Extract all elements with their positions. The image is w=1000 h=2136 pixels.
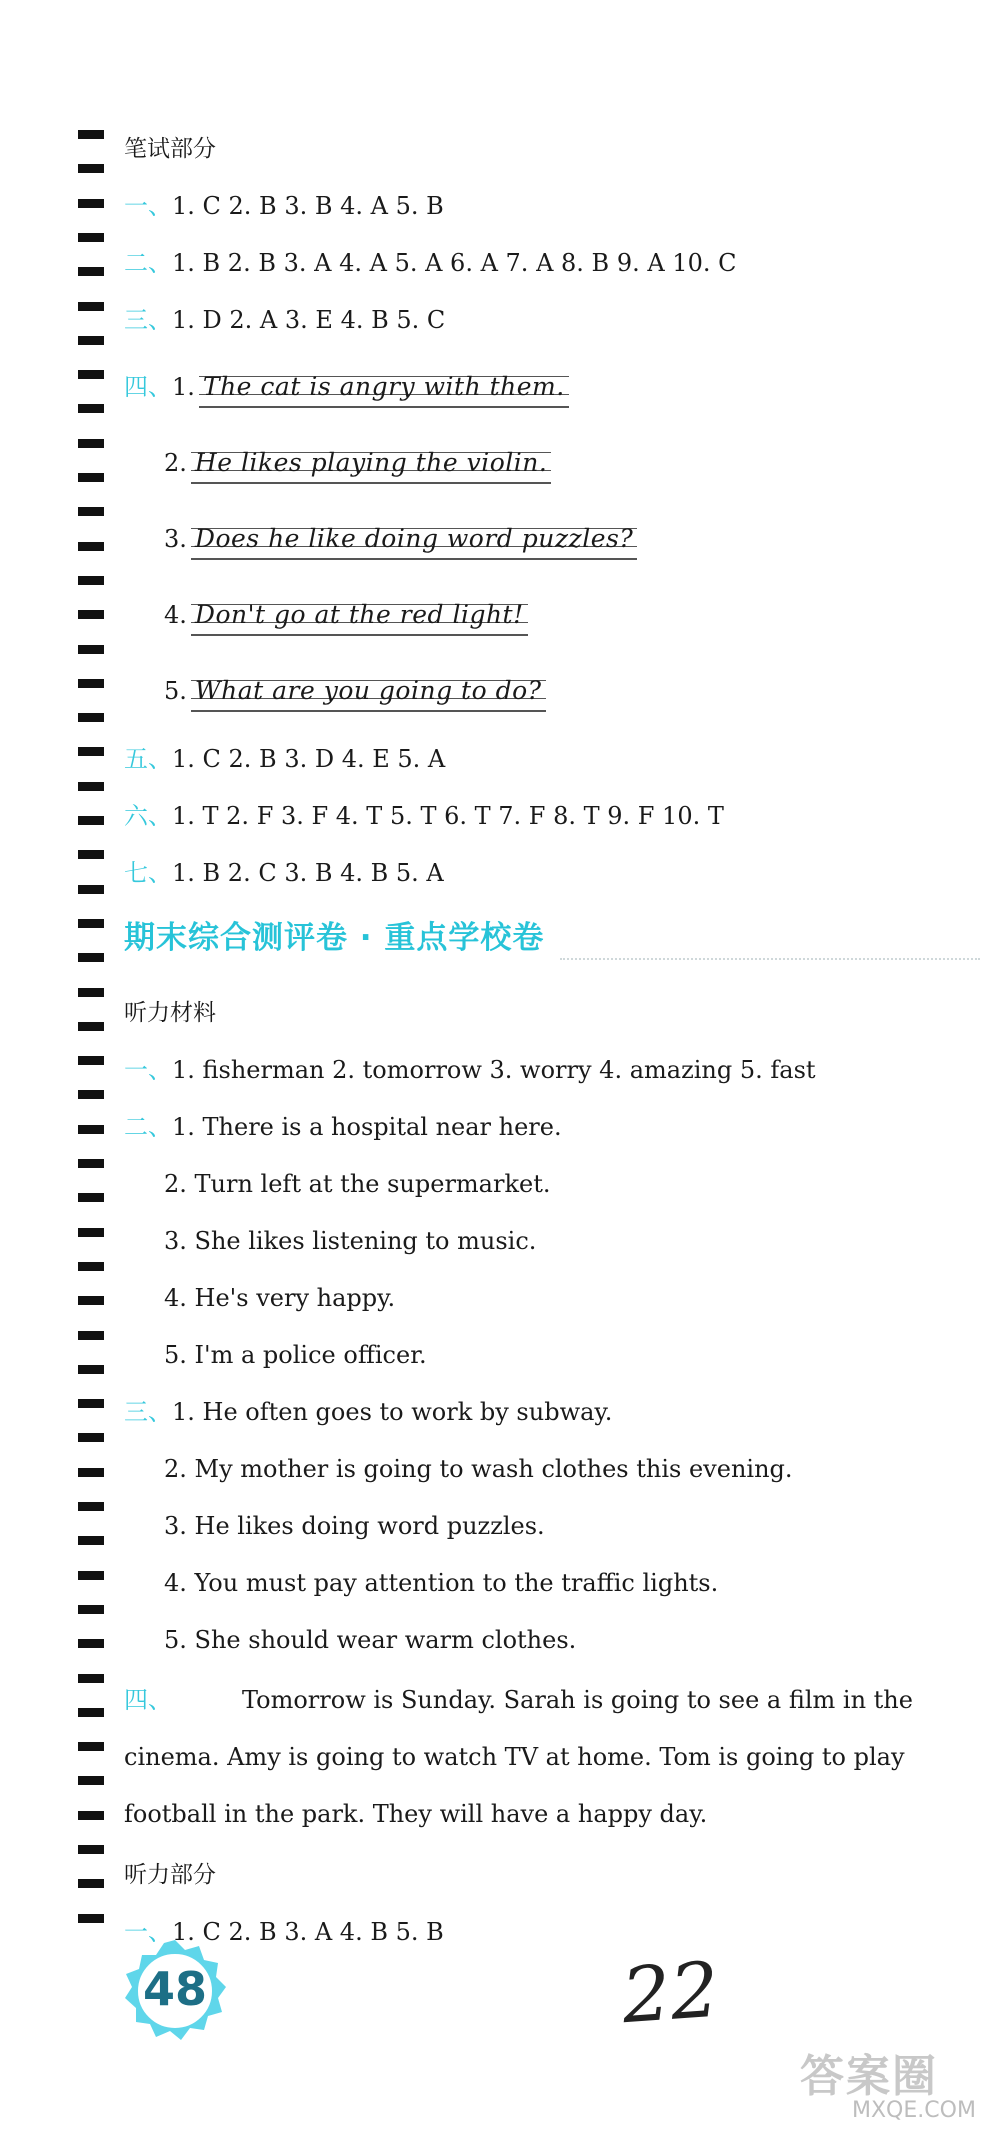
handwritten-answer: Does he like doing word puzzles? [191, 524, 637, 560]
written-part7 [124, 858, 444, 888]
part-tag: 六、 [124, 802, 172, 830]
handwritten-answer: What are you going to do? [191, 676, 546, 712]
binding-mark [78, 885, 104, 894]
answer-text: 1. D 2. A 3. E 4. B 5. C [172, 306, 446, 334]
binding-mark [78, 130, 104, 139]
passage-text: Tomorrow is Sunday. Sarah is going to see a film in the cinema. Amy is going to watch TV at home. Tom is going to play football in the park. They will have a happy day. [124, 1686, 913, 1828]
binding-mark [78, 1674, 104, 1683]
binding-mark [78, 1296, 104, 1305]
part-tag: 一、 [124, 1056, 172, 1084]
binding-mark [78, 1571, 104, 1580]
binding-mark [78, 1742, 104, 1751]
watermark-url: MXQE.COM [852, 2098, 976, 2123]
binding-mark [78, 1845, 104, 1854]
binding-mark [78, 1468, 104, 1477]
binding-mark [78, 1536, 104, 1545]
binding-mark [78, 850, 104, 859]
part-tag: 二、 [124, 249, 172, 277]
binding-mark [78, 713, 104, 722]
binding-mark [78, 1708, 104, 1717]
binding-mark [78, 1228, 104, 1237]
answer-text: 1. B 2. C 3. B 4. B 5. A [172, 859, 444, 887]
listening-part3-line3: 3. He likes doing word puzzles. [164, 1512, 545, 1540]
binding-mark [78, 1879, 104, 1888]
listening-part3-line1 [124, 1397, 612, 1427]
part-tag: 二、 [124, 1113, 172, 1141]
binding-mark [78, 473, 104, 482]
binding-mark [78, 267, 104, 276]
binding-mark [78, 988, 104, 997]
handwritten-answer: The cat is angry with them. [199, 372, 569, 408]
item-number: 1. [172, 373, 195, 401]
sentence: 1. There is a hospital near here. [172, 1113, 562, 1141]
listening-part2-line4: 4. He's very happy. [164, 1284, 396, 1312]
binding-mark [78, 645, 104, 654]
listening-part2-line3: 3. She likes listening to music. [164, 1227, 537, 1255]
part-tag: 三、 [124, 1398, 172, 1426]
binding-mark [78, 1056, 104, 1065]
title-dotted-rule [560, 958, 980, 960]
binding-mark [78, 233, 104, 242]
binding-mark [78, 1399, 104, 1408]
binding-mark [78, 439, 104, 448]
binding-mark [78, 1365, 104, 1374]
part-tag: 四、 [124, 373, 172, 401]
written-part4-item3 [164, 524, 637, 560]
written-part4-item2 [164, 448, 551, 484]
listening-part3-line5: 5. She should wear warm clothes. [164, 1626, 577, 1654]
listening-section-heading: 听力部分 [124, 1862, 216, 1888]
listening-part3-line2: 2. My mother is going to wash clothes this evening. [164, 1455, 793, 1483]
binding-mark [78, 1022, 104, 1031]
written-part4-item4 [164, 600, 528, 636]
binding-mark [78, 610, 104, 619]
listening-part2-line2: 2. Turn left at the supermarket. [164, 1170, 551, 1198]
binding-mark [78, 953, 104, 962]
binding-mark [78, 1605, 104, 1614]
binding-mark [78, 370, 104, 379]
answer-text: 1. T 2. F 3. F 4. T 5. T 6. T 7. F 8. T 9. F 10. T [172, 802, 724, 830]
binding-mark [78, 542, 104, 551]
binding-mark [78, 1639, 104, 1648]
part-tag: 七、 [124, 859, 172, 887]
binding-mark [78, 1159, 104, 1168]
binding-mark [78, 816, 104, 825]
item-number: 3. [164, 525, 187, 553]
answer-text: 1. fisherman 2. tomorrow 3. worry 4. amazing 5. fast [172, 1056, 816, 1084]
binding-mark [78, 404, 104, 413]
binding-mark [78, 576, 104, 585]
binding-mark [78, 199, 104, 208]
answer-text: 1. B 2. B 3. A 4. A 5. A 6. A 7. A 8. B 9. A 10. C [172, 249, 737, 277]
written-part5 [124, 744, 445, 774]
binding-mark [78, 1914, 104, 1923]
listening-part1 [124, 1055, 816, 1085]
binding-mark [78, 1193, 104, 1202]
listening-part3-line4: 4. You must pay attention to the traffic lights. [164, 1569, 719, 1597]
handwritten-note: 22 [619, 1944, 722, 2041]
handwritten-answer: Don't go at the red light! [191, 600, 528, 636]
part-tag: 一、 [124, 192, 172, 220]
part-tag: 三、 [124, 306, 172, 334]
written-part1 [124, 191, 444, 221]
binding-mark [78, 919, 104, 928]
handwritten-answer: He likes playing the violin. [191, 448, 551, 484]
binding-mark [78, 1811, 104, 1820]
written-part6 [124, 801, 724, 831]
answer-text: 1. C 2. B 3. B 4. A 5. B [172, 192, 444, 220]
item-number: 4. [164, 601, 187, 629]
binding-mark [78, 1331, 104, 1340]
answer-text: 1. C 2. B 3. A 4. B 5. B [172, 1918, 444, 1946]
section-title: 期末综合测评卷 · 重点学校卷 [124, 920, 545, 956]
binding-mark [78, 782, 104, 791]
binding-mark [78, 302, 104, 311]
part-tag: 一、 [124, 1918, 172, 1946]
written-part2 [124, 248, 736, 278]
binding-mark [78, 1502, 104, 1511]
page-number: 48 [142, 1962, 207, 2016]
listening-part2-line1 [124, 1112, 562, 1142]
listening-part4-passage [124, 1672, 980, 1843]
answer-text: 1. C 2. B 3. D 4. E 5. A [172, 745, 446, 773]
part-tag: 五、 [124, 745, 172, 773]
item-number: 5. [164, 677, 187, 705]
sentence: 1. He often goes to work by subway. [172, 1398, 613, 1426]
binding-mark [78, 1125, 104, 1134]
binding-mark [78, 1776, 104, 1785]
binding-mark [78, 1262, 104, 1271]
listening-part2-line5: 5. I'm a police officer. [164, 1341, 427, 1369]
watermark-logo: 答案圈 [800, 2051, 938, 2102]
binding-mark [78, 336, 104, 345]
binding-mark [78, 507, 104, 516]
item-number: 2. [164, 449, 187, 477]
listening-material-heading: 听力材料 [124, 1000, 216, 1026]
binding-mark [78, 679, 104, 688]
binding-mark [78, 1090, 104, 1099]
written-part4-item1 [124, 372, 569, 408]
binding-mark [78, 747, 104, 756]
written-part3 [124, 305, 445, 335]
binding-marks [78, 130, 104, 1950]
binding-mark [78, 1433, 104, 1442]
part-tag: 四、 [124, 1686, 172, 1714]
binding-mark [78, 164, 104, 173]
written-part4-item5 [164, 676, 546, 712]
written-section-heading: 笔试部分 [124, 136, 216, 162]
